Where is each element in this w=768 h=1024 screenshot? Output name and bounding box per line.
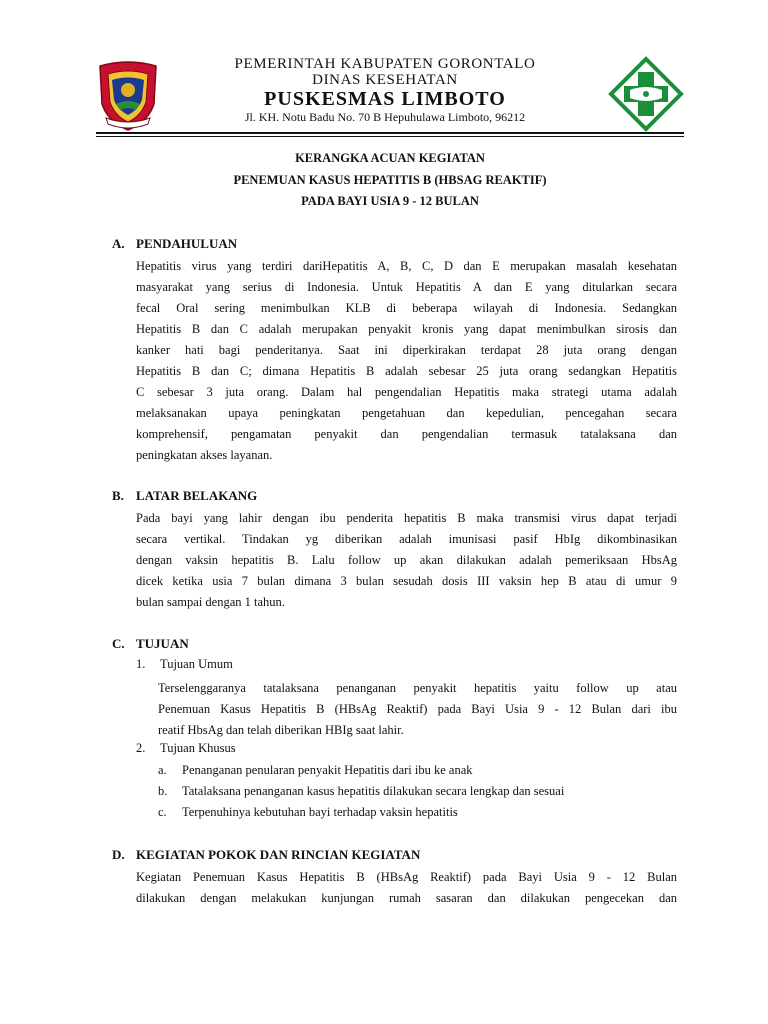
section-a-line: masyarakat yang serius di Indonesia. Untuk Hepatitis A dan E yang ditularkan secara (136, 280, 677, 294)
section-d-letter: D. (112, 847, 125, 862)
section-a-line: komprehensif, pengamatan penyakit dan pengendalian termasuk tatalaksana dan (136, 427, 677, 441)
section-a-title: PENDAHULUAN (136, 236, 238, 251)
section-a-line: fecal Oral sering menimbulkan KLB di beberapa wilayah di Indonesia. Sedangkan (136, 301, 677, 315)
section-b-line: Pada bayi yang lahir dengan ibu penderita hepatitis B maka transmisi virus dapat terjadi (136, 511, 677, 525)
section-d-line: dilakukan dengan melakukan kunjungan rumah sasaran dan dilakukan pengecekan dan (136, 891, 677, 905)
section-b-paragraph (136, 508, 677, 613)
section-a-line: melaksanakan upaya peningkatan pengetahuan dan kepedulian, pencegahan secara (136, 406, 677, 420)
section-a-line: peningkatan akses layanan. (136, 448, 273, 462)
section-b-line: secara vertikal. Tindakan yg diberikan adalah imunisasi pasif HbIg dikombinasikan (136, 532, 677, 546)
header-address: Jl. KH. Notu Badu No. 70 B Hepuhulawa Limboto, 96212 (244, 110, 526, 124)
sub-letter: c. (158, 805, 167, 819)
puskesmas-cross-logo (608, 56, 684, 132)
section-d-paragraph (136, 867, 677, 909)
objective-general-line: Terselenggaranya tatalaksana penanganan penyakit hepatitis yaitu follow up atau (158, 681, 677, 695)
section-b-line: bulan sampai dengan 1 tahun. (136, 595, 285, 609)
sub-letter: a. (158, 763, 167, 777)
section-d-line: Kegiatan Penemuan Kasus Hepatitis B (HBsAg Reaktif) pada Bayi Usia 9 - 12 Bulan (136, 870, 677, 884)
section-d-heading (112, 847, 420, 863)
objective-specific-sub-c (158, 805, 458, 820)
section-a-line: Hepatitis B dan C; dimana Hepatitis B adalah sebesar 25 juta orang sedangkan Hepatitis (136, 364, 677, 378)
section-b-line: dengan vaksin hepatitis B. Lalu follow up akan dilakukan adalah pemeriksaan HbsAg (136, 553, 677, 567)
regency-emblem-logo (96, 60, 160, 132)
objective-specific-number: 2. (136, 741, 146, 755)
objective-general-line: reatif HbsAg dan telah diberikan HBIg saat lahir. (158, 723, 404, 737)
header-institution-name: PUSKESMAS LIMBOTO (264, 88, 506, 110)
header-department-line: DINAS KESEHATAN (312, 72, 458, 88)
sub-text: Terpenuhinya kebutuhan bayi terhadap vaksin hepatitis (182, 805, 458, 819)
header-government-line: PEMERINTAH KABUPATEN GORONTALO (234, 56, 536, 72)
document-title-line-3: PADA BAYI USIA 9 - 12 BULAN (301, 194, 479, 208)
section-c-title: TUJUAN (136, 636, 189, 651)
objective-specific-sub-b (158, 784, 564, 799)
objective-general-item (136, 657, 233, 672)
header-rule-thick (96, 132, 684, 134)
document-title-line-2: PENEMUAN KASUS HEPATITIS B (HBSAG REAKTIF) (233, 173, 547, 187)
objective-general-number: 1. (136, 657, 146, 671)
objective-general-title: Tujuan Umum (160, 657, 233, 671)
section-c-heading (112, 636, 189, 652)
section-a-line: Hepatitis virus yang terdiri dariHepatitis A, B, C, D dan E merupakan masalah kesehatan (136, 259, 677, 273)
section-a-line: Hepatitis B dan C adalah merupakan penyakit kronis yang dapat menimbulkan sirosis dan (136, 322, 677, 336)
section-c-letter: C. (112, 636, 125, 651)
section-b-line: dicek ketika usia 7 bulan dimana 3 bulan sesudah dosis III vaksin hep B atau di umur 9 (136, 574, 677, 588)
objective-general-line: Penemuan Kasus Hepatitis B (HBsAg Reaktif) pada Bayi Usia 9 - 12 Bulan dari ibu (158, 702, 677, 716)
sub-text: Penanganan penularan penyakit Hepatitis dari ibu ke anak (182, 763, 473, 777)
section-b-letter: B. (112, 488, 124, 503)
objective-general-paragraph (158, 678, 677, 741)
objective-specific-item (136, 741, 236, 756)
objective-specific-sub-a (158, 763, 473, 778)
section-b-heading (112, 488, 257, 504)
section-a-line: kanker hati bagi penderitanya. Saat ini diperkirakan terdapat 28 juta orang dengan (136, 343, 677, 357)
section-a-line: C sebesar 3 juta orang. Dalam hal pengendalian Hepatitis maka strategi utama adalah (136, 385, 677, 399)
header-rule-thin (96, 136, 684, 137)
section-b-title: LATAR BELAKANG (136, 488, 258, 503)
sub-letter: b. (158, 784, 168, 798)
section-d-title: KEGIATAN POKOK DAN RINCIAN KEGIATAN (136, 847, 421, 862)
document-title-line-1: KERANGKA ACUAN KEGIATAN (295, 151, 485, 165)
section-a-paragraph (136, 256, 677, 466)
objective-specific-title: Tujuan Khusus (160, 741, 236, 755)
section-a-heading (112, 236, 237, 252)
section-a-letter: A. (112, 236, 125, 251)
sub-text: Tatalaksana penanganan kasus hepatitis dilakukan secara lengkap dan sesuai (182, 784, 565, 798)
